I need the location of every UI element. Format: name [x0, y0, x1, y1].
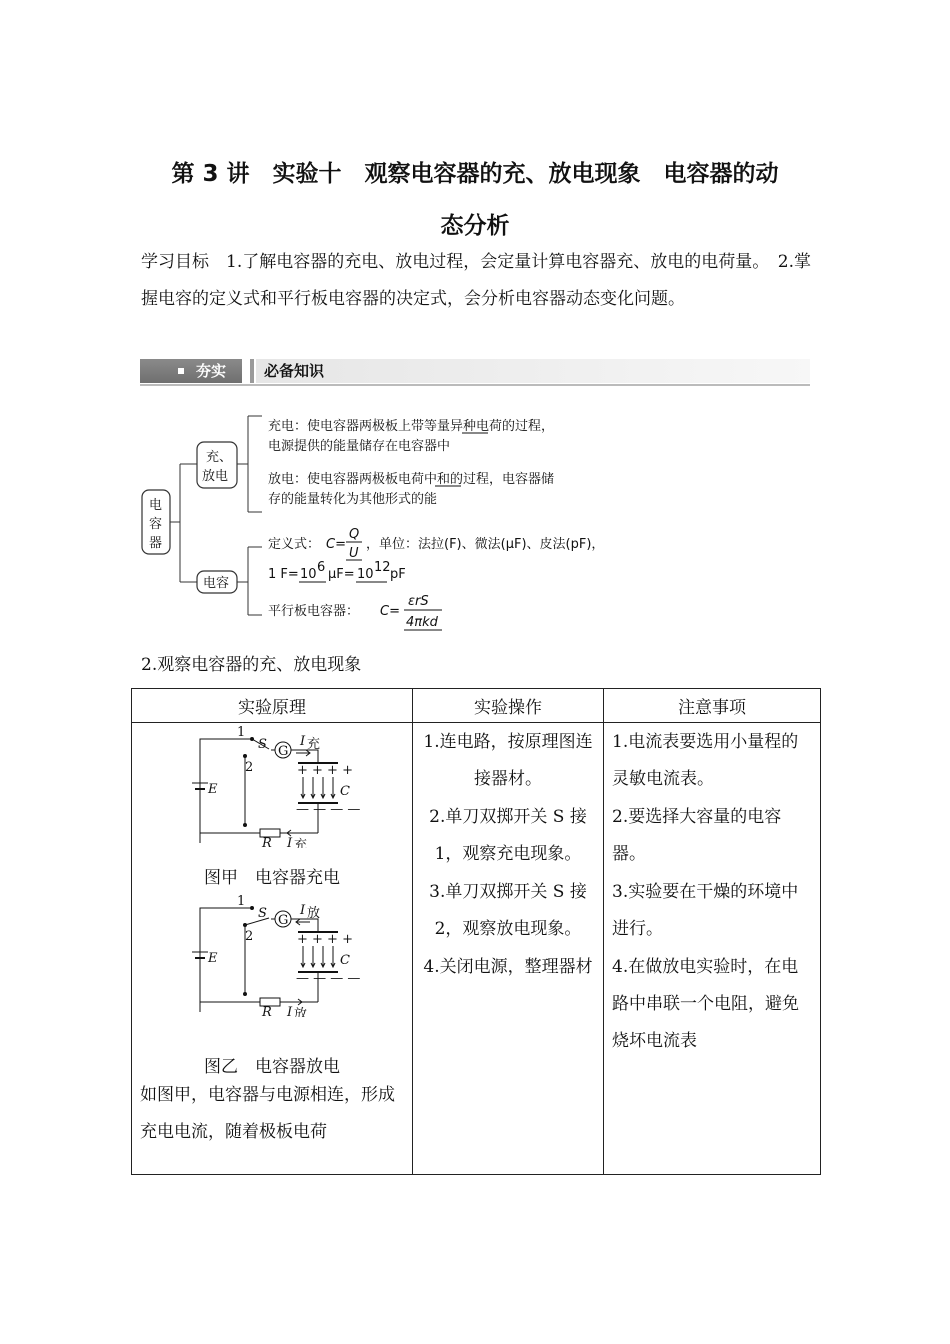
circuitA-node-1: 1 [237, 725, 246, 740]
experiment-table [131, 688, 821, 1175]
circuitB-galvanometer-label: G [278, 913, 289, 928]
parallel-plate-label: 平行板电容器： [268, 604, 360, 619]
note-item: 4.在做放电实验时，在电路中串联一个电阻，避免烧坏电流表 [612, 957, 799, 1051]
circuitA-node-2: 2 [245, 760, 254, 775]
operation-item: 2.单刀双掷开关 S 接 1，观察充电现象。 [429, 807, 587, 864]
mindmap-branch1-line2: 放电 [202, 469, 229, 484]
banner-dark-label: 夯实 [196, 362, 227, 380]
circuitB-switch-label: S [258, 906, 267, 921]
circuitB-minus-charges: — — — — [296, 971, 361, 986]
conversion-suffix: pF [390, 567, 406, 582]
circuitB-current-label: I [300, 903, 306, 918]
conversion-b-exponent: 12 [374, 560, 391, 575]
circuitB-plus-charges: + + + + [297, 932, 353, 947]
charge-desc-line1: 充电：使电容器两极板上带等量异种电荷的过程， [268, 419, 555, 434]
conversion-a-exponent: 6 [317, 560, 326, 575]
operation-item: 4.关闭电源，整理器材 [423, 957, 593, 977]
conversion-prefix: 1 F= [268, 567, 299, 582]
circuitB-node-1: 1 [237, 894, 246, 909]
circuitA-resistor-label: R [262, 836, 272, 848]
conversion-b: 10 [357, 567, 374, 582]
circuitA-minus-charges: — — — — [296, 802, 361, 817]
learning-objectives [141, 244, 811, 318]
circuitA-current-sub: 充 [307, 737, 321, 752]
square-bullet-icon [178, 368, 184, 374]
conversion-a: 10 [300, 567, 317, 582]
definition-units: ，单位：法拉(F)、微法(μF)、皮法(pF)， [366, 537, 605, 552]
circuitA-current-bottom: I [287, 836, 293, 848]
discharge-desc-line2: 存的能量转化为其他形式的能 [268, 492, 438, 507]
page-title [130, 148, 820, 252]
definition-numerator: Q [349, 527, 360, 542]
circuitB-current-bottom-sub: 放 [294, 1007, 308, 1017]
circuitB-capacitor-label: C [340, 953, 350, 968]
table-row [132, 723, 821, 1175]
operation-item: 3.单刀双掷开关 S 接 2，观察放电现象。 [429, 882, 587, 939]
section-banner [140, 356, 810, 386]
circuitA-current-label: I [300, 734, 306, 749]
banner-underline [140, 384, 810, 386]
objectives-label: 学习目标 [141, 252, 210, 272]
figure-b-caption: 图乙 电容器放电 [204, 1057, 340, 1077]
mindmap-root-char-2: 容 [149, 517, 163, 532]
charge-desc-line2: 电源提供的能量储存在电容器中 [268, 439, 451, 454]
circuitA-galvanometer-label: G [278, 744, 289, 759]
note-item: 1.电流表要选用小量程的灵敏电流表。 [612, 732, 799, 789]
principle-cell [132, 723, 413, 1175]
header-notes: 注意事项 [604, 689, 821, 723]
banner-light-tab [256, 359, 810, 383]
note-item: 2.要选择大容量的电容器。 [612, 807, 782, 864]
mindmap-root-char-1: 电 [149, 498, 163, 513]
discharge-desc-line1: 放电：使电容器两极板电荷中和的过程，电容器储 [268, 472, 555, 487]
title-line-2: 态分析 [440, 213, 510, 239]
conversion-middle: μF= [328, 567, 355, 582]
circuitB-resistor-label: R [262, 1005, 272, 1017]
note-item: 3.实验要在干燥的环境中进行。 [612, 882, 799, 939]
parallel-plate-C: C= [380, 604, 400, 619]
banner-light-label: 必备知识 [264, 362, 325, 380]
section-2-heading: 2.观察电容器的充、放电现象 [141, 655, 362, 675]
circuitA-source-label: E [208, 782, 218, 797]
banner-separator [250, 359, 254, 383]
operation-item: 1.连电路，按原理图连接器材。 [423, 732, 593, 789]
circuitB-current-sub: 放 [307, 906, 321, 921]
mindmap-branch2-label: 电容 [203, 576, 230, 591]
circuitA-switch-label: S [258, 737, 267, 752]
knowledge-mindmap [140, 402, 640, 634]
table-header-row [132, 689, 821, 723]
header-principle: 实验原理 [132, 689, 413, 723]
banner-dark-tab [140, 359, 242, 383]
principle-text: 如图甲，电容器与电源相连，形成充电电流，随着极板电荷 [140, 1085, 395, 1142]
title-line-1: 第 3 讲 实验十 观察电容器的充、放电现象 电容器的动 [171, 161, 779, 187]
parallel-plate-numerator: εrS [408, 594, 429, 609]
objectives-text: 1.了解电容器的充电、放电过程，会定量计算电容器充、放电的电荷量。 2.掌握电容的定义式和平行板电容器的决定式，会分析电容器动态变化问题。 [141, 252, 811, 309]
circuitB-node-2: 2 [245, 929, 254, 944]
circuitA-capacitor-label: C [340, 784, 350, 799]
circuitB-current-bottom: I [287, 1005, 293, 1017]
notes-cell [604, 723, 821, 1175]
circuitB-source-label: E [208, 951, 218, 966]
parallel-plate-denominator: 4πkd [406, 615, 438, 630]
definition-denominator: U [349, 546, 359, 561]
mindmap-branch1-line1: 充、 [206, 450, 233, 465]
charging-circuit-diagram [132, 723, 412, 848]
operations-cell [413, 723, 604, 1175]
circuitA-current-bottom-sub: 充 [294, 838, 308, 848]
figure-a-caption: 图甲 电容器充电 [204, 868, 340, 888]
discharging-circuit-diagram [132, 892, 412, 1017]
definition-C: C= [326, 537, 346, 552]
header-operation: 实验操作 [413, 689, 604, 723]
definition-label: 定义式： [268, 537, 321, 552]
circuitA-plus-charges: + + + + [297, 763, 353, 778]
mindmap-root-char-3: 器 [149, 536, 163, 551]
